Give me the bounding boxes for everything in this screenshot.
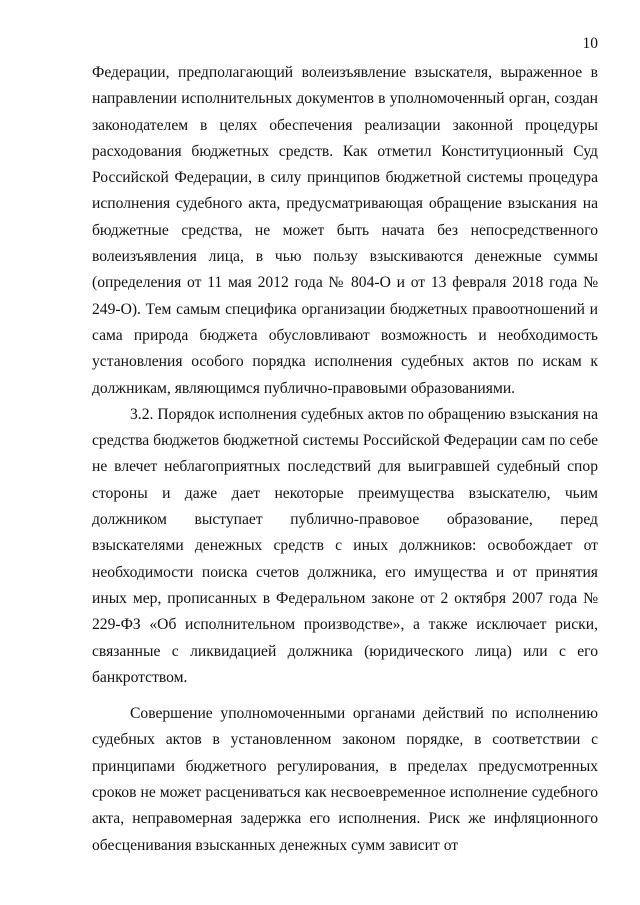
paragraph-continuation: Федерации, предполагающий волеизъявление взыскателя, выраженное в направлении исполнительных документов в уполномоченный орган, создан законодателем в целях обеспечения реализации законной процедуры расходования бюджетных средств. Как отметил Конституционный Суд Российской Федерации, в силу принципов бюджетной системы процедура исполнения судебного акта, предусматривающая обращение взыскания на бюджетные средства, не может быть начата без непосредственного волеизъявления лица, в чью пользу взыскиваются денежные суммы (определения от 11 мая 2012 года № 804-О и от 13 февраля 2018 года № 249-О). Тем самым специфика организации бюджетных правоотношений и сама природа бюджета обусловливают возможность и необходимость установления особого порядка исполнения судебных актов по искам к должникам, являющимся публично-правовыми образованиями. (92, 64, 598, 397)
document-body (92, 60, 598, 859)
paragraph-execution-of-acts: Совершение уполномоченными органами действий по исполнению судебных актов в установленном законом порядке, в соответствии с принципами бюджетного регулирования, в пределах предусмотренных сроков не может расцениваться как несвоевременное исполнение судебного акта, неправомерная задержка его исполнения. Риск же инфляционного обесценивания взысканных денежных сумм зависит от (92, 705, 598, 854)
paragraph-section-3-2: 3.2. Порядок исполнения судебных актов по обращению взыскания на средства бюджетов бюджетной системы Российской Федерации сам по себе не влечет неблагоприятных последствий для выигравшей судебный спор стороны и даже дает некоторые преимущества взыскателю, чьим должником выступает публично-правовое образование, перед взыскателями денежных средств с иных должников: освобождает от необходимости поиска счетов должника, его имущества и от принятия иных мер, прописанных в Федеральном законе от 2 октября 2007 года № 229-ФЗ «Об исполнительном производстве», а также исключает риски, связанные с ликвидацией должника (юридического лица) или с его банкротством. (92, 405, 598, 686)
page-number: 10 (582, 35, 598, 52)
